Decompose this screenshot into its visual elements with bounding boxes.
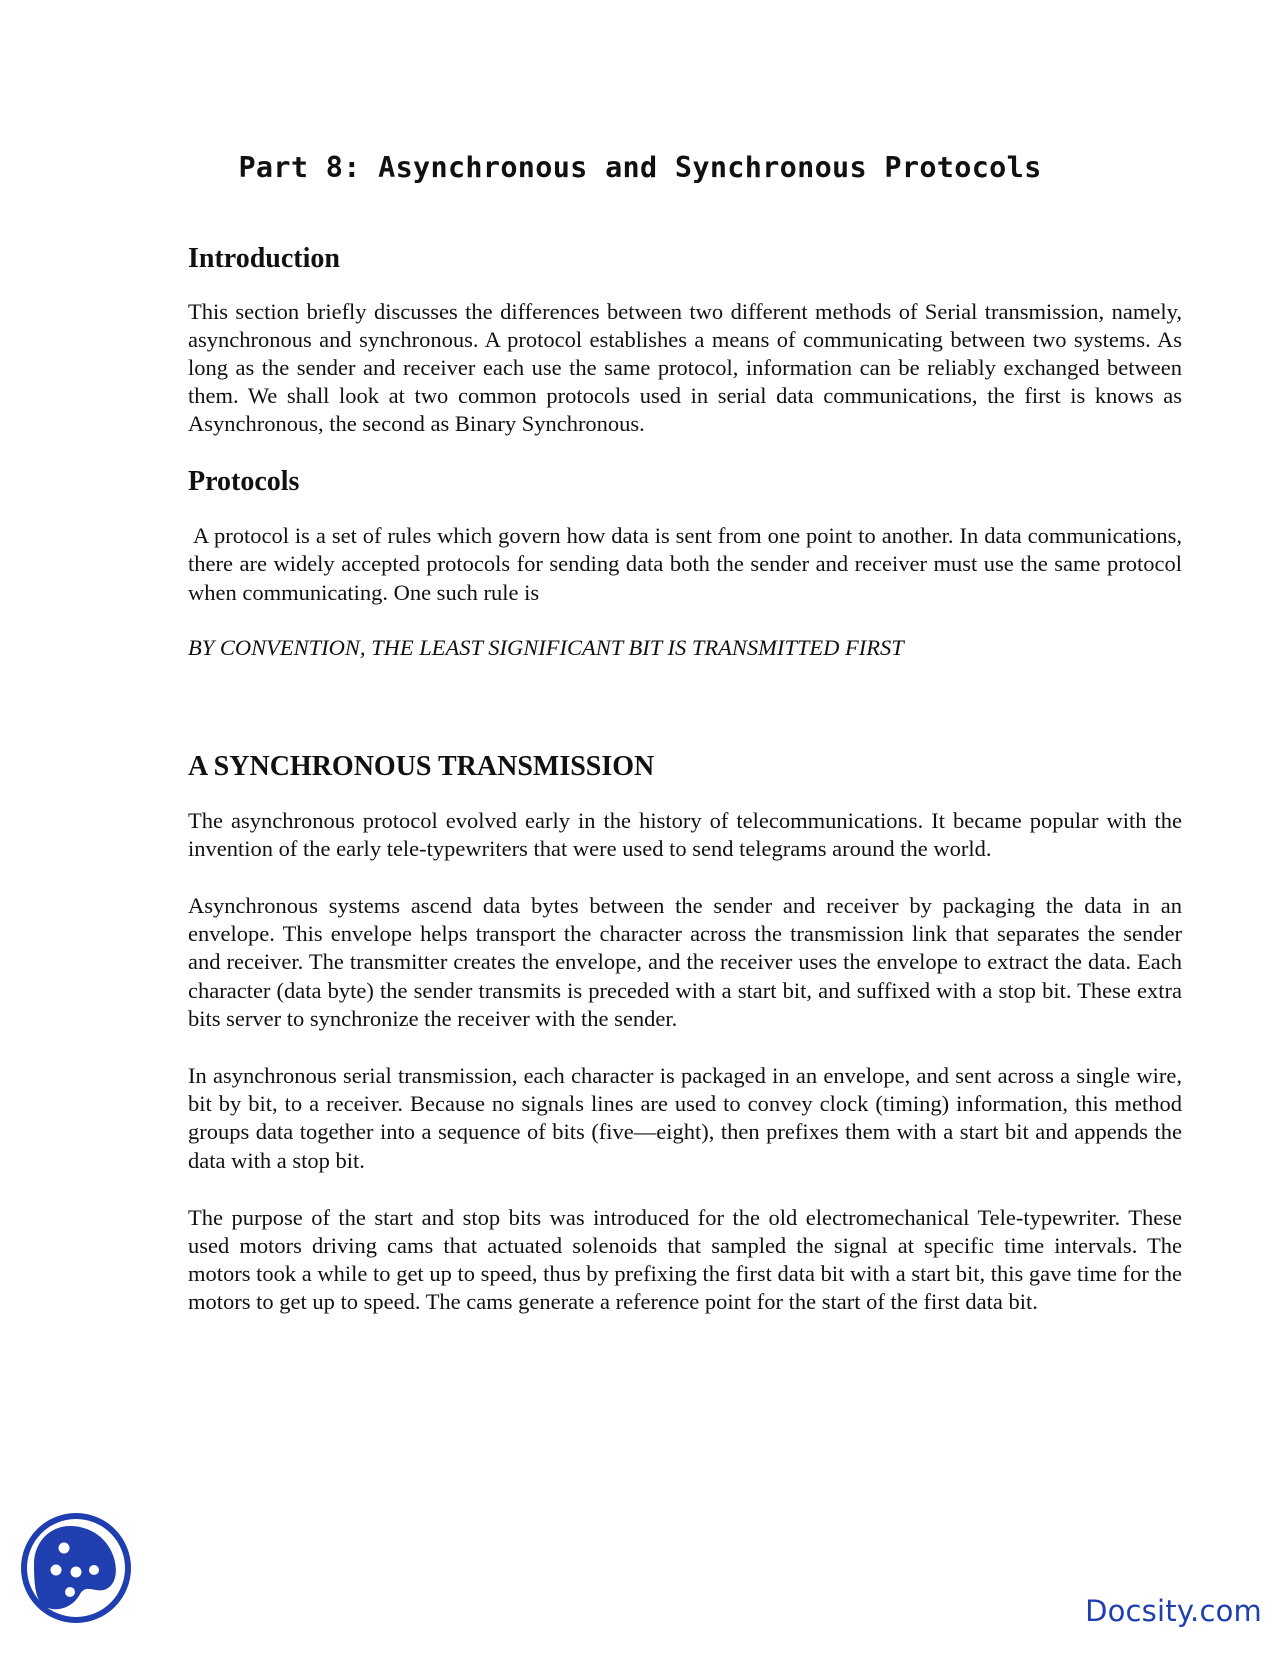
async-paragraph-serial: In asynchronous serial transmission, each character is packaged in an envelope, and sent across a single wire, bit by bit, to a receiver. Because no signals lines are used to convey clock (timing) information, this method groups data together into a sequence of bits (five—eight), then prefixes them with a start bit and appends the data with a stop bit. [188, 1063, 1182, 1173]
page-title: Part 8: Asynchronous and Synchronous Protocols [238, 151, 1042, 184]
async-paragraph-history: The asynchronous protocol evolved early in the history of telecommunications. It became popular with the invention of the early tele-typewriters that were used to send telegrams around the world. [188, 807, 1182, 861]
protocols-paragraph: A protocol is a set of rules which govern how data is sent from one point to another. In data communications, there are widely accepted protocols for sending data both the sender and receiver must use the same protocol when communicating. One such rule is [188, 523, 1182, 605]
async-paragraph-envelope: Asynchronous systems ascend data bytes between the sender and receiver by packaging the data in an envelope. This envelope helps transport the character across the transmission link that separates the sender and receiver. The transmitter creates the envelope, and the receiver uses the envelope to extract the data. Each character (data byte) the sender transmits is preceded with a start bit, and suffixed with a stop bit. These extra bits server to synchronize the receiver with the sender. [188, 893, 1182, 1031]
section-heading-protocols: Protocols [188, 465, 300, 497]
document-body [188, 242, 1182, 1317]
introduction-paragraph: This section briefly discusses the differences between two different methods of Serial transmission, namely, asynchronous and synchronous. A protocol establishes a means of communicating between two systems. As long as the sender and receiver each use the same protocol, information can be reliably exchanged between them. We shall look at two common protocols used in serial data communications, the first is knows as Asynchronous, the second as Binary Synchronous. [188, 298, 1182, 437]
async-paragraph-start-stop-bits: The purpose of the start and stop bits was introduced for the old electromechanical Tele-typewriter. These used motors driving cams that actuated solenoids that sampled the signal at specific time intervals. The motors took a while to get up to speed, thus by prefixing the first data bit with a start bit, this gave time for the motors to get up to speed. The cams generate a reference point for the start of the first data bit. [188, 1204, 1182, 1315]
section-heading-introduction: Introduction [188, 243, 340, 274]
docsity-watermark: Docsity.com [1085, 1594, 1262, 1628]
section-heading-asynchronous-transmission: A SYNCHRONOUS TRANSMISSION [188, 751, 655, 783]
convention-rule: BY CONVENTION, THE LEAST SIGNIFICANT BIT IS TRANSMITTED FIRST [188, 634, 904, 660]
docsity-logo-icon [20, 1512, 132, 1624]
